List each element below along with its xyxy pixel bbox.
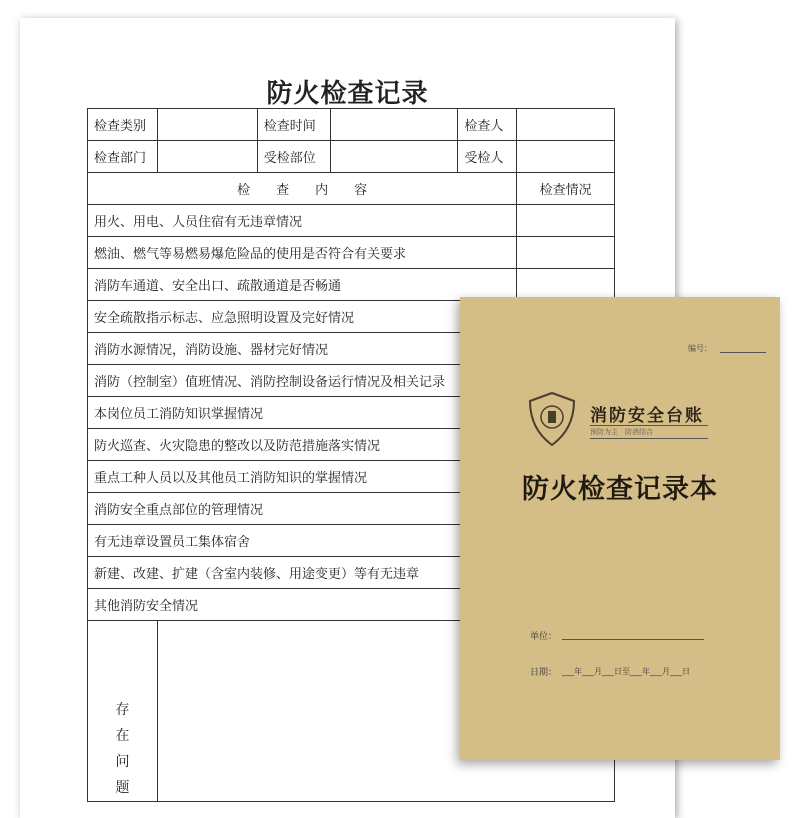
problems-label	[88, 621, 158, 802]
field[interactable]	[330, 141, 458, 173]
check-item-label: 新建、改建、扩建（含室内装修、用途变更）等有无违章	[88, 557, 517, 589]
problems-label-text: 存在问题	[115, 702, 130, 796]
field[interactable]	[330, 109, 458, 141]
check-item-label: 安全疏散指示标志、应急照明设置及完好情况	[88, 301, 517, 333]
meta-row	[88, 109, 615, 141]
meta-row	[88, 141, 615, 173]
check-item-label: 燃油、燃气等易燃易爆危险品的使用是否符合有关要求	[88, 237, 517, 269]
check-item-label: 消防车通道、安全出口、疏散通道是否畅通	[88, 269, 517, 301]
check-status-field[interactable]	[517, 205, 615, 237]
field[interactable]	[157, 141, 257, 173]
book-title: 防火检查记录本	[522, 474, 718, 505]
check-item-label: 消防水源情况，消防设施、器材完好情况	[88, 333, 517, 365]
label-check-time: 检查时间	[257, 109, 330, 141]
check-item-label: 用火、用电、人员住宿有无违章情况	[88, 205, 517, 237]
number-line	[720, 352, 766, 353]
label-location: 受检部位	[257, 141, 330, 173]
check-status-field[interactable]	[517, 269, 615, 301]
label-department: 检查部门	[88, 141, 158, 173]
field[interactable]	[517, 109, 615, 141]
check-item-label: 消防安全重点部位的管理情况	[88, 493, 517, 525]
unit-line[interactable]	[562, 639, 704, 640]
label-check-type: 检查类别	[88, 109, 158, 141]
check-item-row	[88, 269, 615, 301]
brand-name: 消防安全台账	[590, 406, 704, 426]
check-item-row	[88, 205, 615, 237]
label-inspector: 检查人	[458, 109, 517, 141]
check-item-label: 消防（控制室）值班情况、消防控制设备运行情况及相关记录	[88, 365, 517, 397]
check-item-label: 有无违章设置员工集体宿舍	[88, 525, 517, 557]
check-item-label: 其他消防安全情况	[88, 589, 517, 621]
form-title: 防火检查记录	[266, 79, 429, 109]
date-label: 日期：	[530, 668, 558, 678]
notebook-cover	[460, 297, 780, 760]
field[interactable]	[157, 109, 257, 141]
check-status-field[interactable]	[517, 237, 615, 269]
unit-label: 单位：	[530, 632, 558, 642]
fire-emblem-icon	[524, 389, 580, 449]
number-label: 编号：	[688, 344, 712, 353]
check-item-label: 本岗位员工消防知识掌握情况	[88, 397, 517, 429]
field[interactable]	[517, 141, 615, 173]
header-content: 检 查 内 容	[88, 173, 517, 205]
check-item-label: 防火巡查、火灾隐患的整改以及防范措施落实情况	[88, 429, 517, 461]
header-row	[88, 173, 615, 205]
slogan: 预防为主 防消结合	[590, 425, 708, 439]
check-item-row	[88, 237, 615, 269]
date-line[interactable]: ___年___月___日至___年___月___日	[562, 667, 690, 676]
header-status: 检查情况	[517, 173, 615, 205]
check-item-label: 重点工种人员以及其他员工消防知识的掌握情况	[88, 461, 517, 493]
label-inspectee: 受检人	[458, 141, 517, 173]
